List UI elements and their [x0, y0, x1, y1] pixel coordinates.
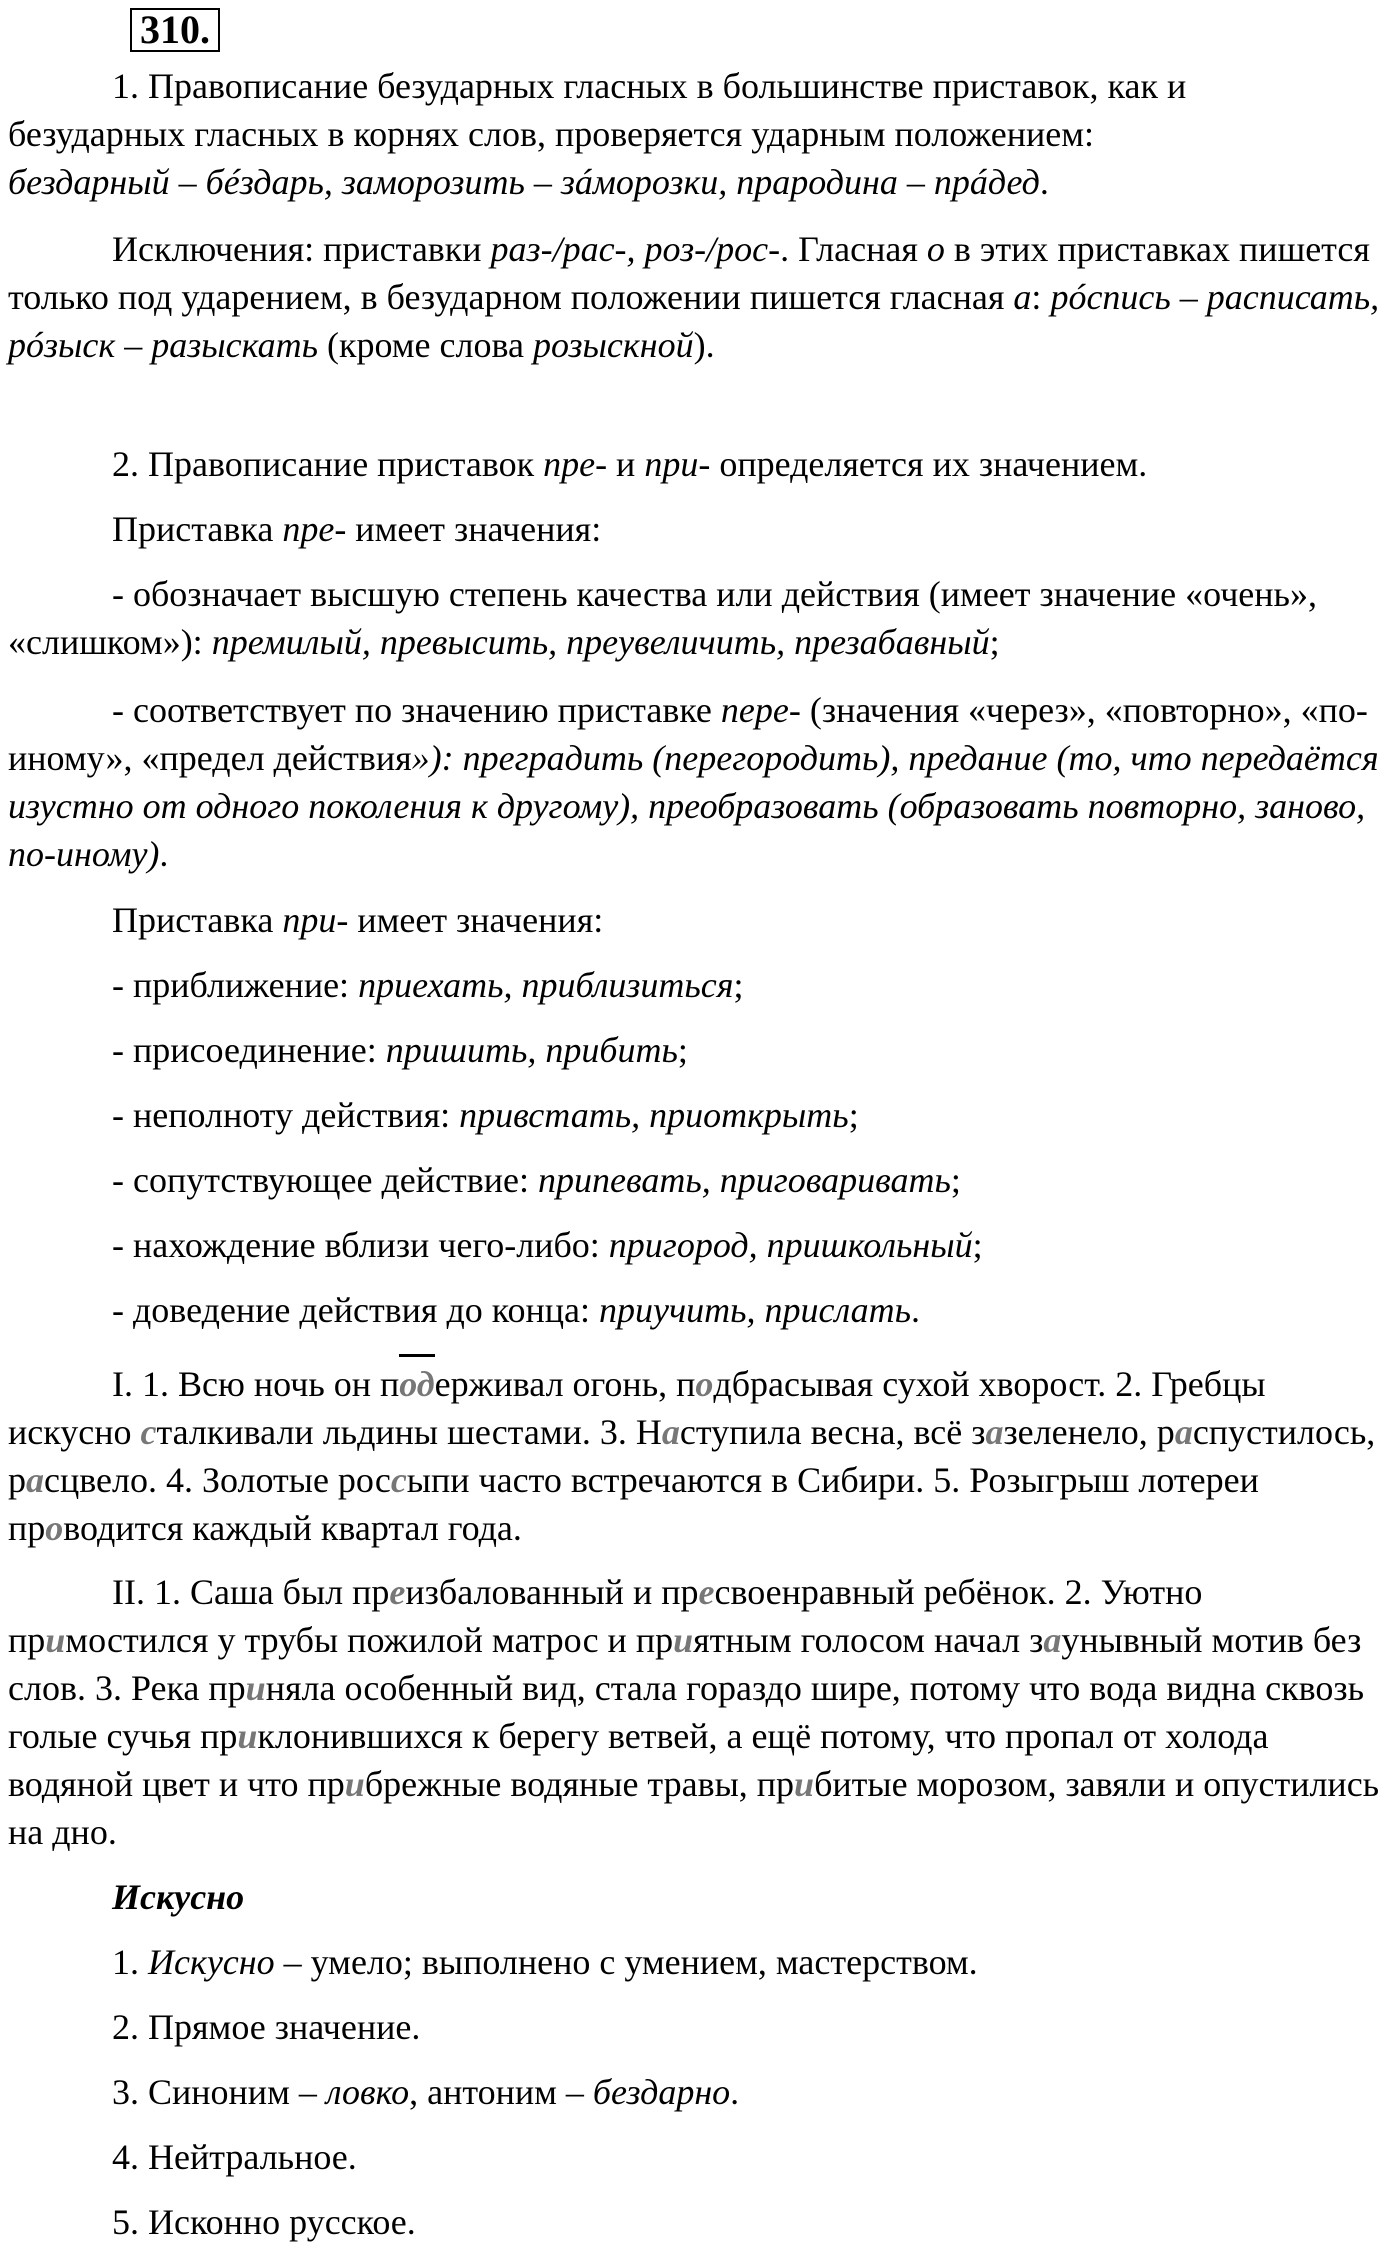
pre-meaning-degree: - обозначает высшую степень качества или действия (имеет значение «очень», «слишком»): премилый, превысить, преувеличить, презабавный; — [8, 574, 1317, 662]
highlighted-letter: и — [344, 1764, 365, 1804]
highlighted-letter: о — [695, 1364, 714, 1404]
exercise-number: 310. — [130, 8, 220, 52]
highlighted-letter: с — [140, 1412, 157, 1452]
rule-paragraph-2: 2. Правописание приставок пре- и при- определяется их значением. — [112, 444, 1148, 484]
analysis-item: 3. Синоним – ловко, антоним – бездарно. — [112, 2072, 740, 2112]
highlighted-letter: и — [237, 1716, 258, 1756]
rule-1-line-2: безударных гласных в корнях слов, проверяется ударным положением: — [8, 114, 1095, 154]
rule-paragraph-1: 1. Правописание безударных гласных в большинстве приставок, как и безударных гласных в корнях слов, проверяется ударным положением: бездарный – бéздарь, заморозить – зáморозки, прародина – прáдед. — [8, 66, 1187, 202]
pri-meanings-heading: Приставка при- имеет значения: — [112, 900, 604, 940]
highlighted-letter: а — [661, 1412, 680, 1452]
highlighted-letter: а — [985, 1412, 1004, 1452]
highlighted-letter: и — [45, 1620, 66, 1660]
pri-meaning-item: - сопутствующее действие: припевать, приговаривать; — [112, 1160, 961, 1200]
pri-meaning-item: - доведение действия до конца: приучить, прислать. — [112, 1290, 921, 1330]
exercise-part-1: I. 1. Всю ночь он подерживал огонь, подбрасывая сухой хворост. 2. Гребцы искусно сталкивали льдины шестами. 3. Наступила весна, всё зазеленело, распустилось, расцвело. 4. Золотые россыпи часто встречаются в Сибири. 5. Розыгрыш лотереи проводится каждый квартал года. — [8, 1360, 1396, 1552]
highlighted-letter: а — [1043, 1620, 1062, 1660]
pri-meaning-item: - неполноту действия: привстать, приоткрыть; — [112, 1095, 859, 1135]
highlighted-letter: о — [399, 1364, 417, 1404]
pre-meaning-pere: - соответствует по значению приставке пере- (значения «через», «повторно», «по-иному», «предел действия»): преградить (перегородить), предание (то, что передаётся изустно от одного поколения к другому), преобразовать (образовать повторно, заново, по-иному). — [8, 690, 1379, 874]
highlighted-letter: е — [698, 1572, 715, 1612]
pri-meaning-item: - нахождение вблизи чего-либо: пригород, пришкольный; — [112, 1225, 983, 1265]
highlighted-letter: а — [26, 1460, 44, 1500]
highlighted-letter: и — [673, 1620, 694, 1660]
analysis-item: 5. Исконно русское. — [112, 2202, 416, 2242]
rule-1-examples: бездарный – бéздарь, заморозить – зáморозки, прародина – прáдед — [8, 162, 1040, 202]
highlighted-letter: и — [245, 1668, 266, 1708]
highlighted-letter: е — [389, 1572, 406, 1612]
word-analysis-title: Искусно — [112, 1877, 245, 1917]
highlighted-letter: с — [390, 1460, 407, 1500]
prefix-mark — [399, 1360, 434, 1408]
exercise-part-2: II. 1. Саша был преизбалованный и пресвоенравный ребёнок. 2. Уютно примостился у трубы пожилой матрос и приятным голосом начал заунывный мотив без слов. 3. Река приняла особенный вид, стала гораздо шире, потому что вода видна сквозь голые сучья приклонившихся к берегу ветвей, а ещё потому, что пропал от холода водяной цвет и что прибрежные водяные травы, прибитые морозом, завяли и опустились на дно. — [8, 1572, 1380, 1852]
highlighted-letter: о — [45, 1508, 64, 1548]
rule-1-line-1: 1. Правописание безударных гласных в большинстве приставок, как и — [112, 66, 1187, 106]
pri-meaning-item: - приближение: приехать, приблизиться; — [112, 965, 744, 1005]
highlighted-letter: д — [416, 1364, 435, 1404]
highlighted-letter: и — [794, 1764, 815, 1804]
pri-meaning-item: - присоединение: пришить, прибить; — [112, 1030, 688, 1070]
analysis-item: 4. Нейтральное. — [112, 2137, 357, 2177]
analysis-item: 1. Искусно – умело; выполнено с умением, мастерством. — [112, 1942, 978, 1982]
highlighted-letter: а — [1174, 1412, 1193, 1452]
analysis-item: 2. Прямое значение. — [112, 2007, 421, 2047]
rule-paragraph-exceptions: Исключения: приставки раз-/рас-, роз-/рос-. Гласная о в этих приставках пишется только под ударением, в безударном положении пишется гласная а: рóспись – расписать, рóзыск – разыскать (кроме слова розыскной). — [8, 229, 1380, 365]
pre-meanings-heading: Приставка пре- имеет значения: — [112, 509, 602, 549]
